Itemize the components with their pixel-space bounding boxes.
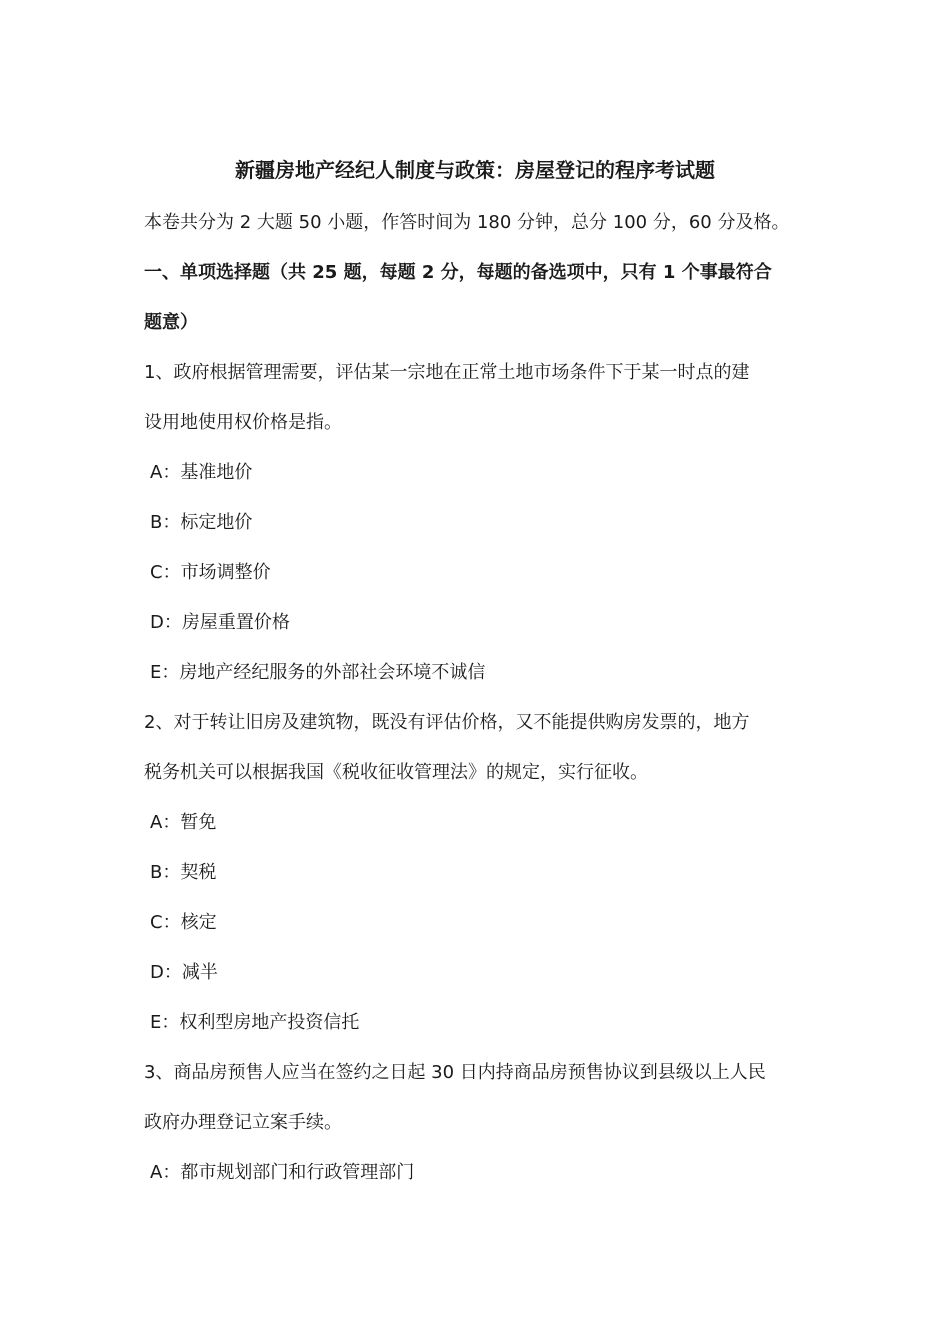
question-1-option-a: A：基准地价 bbox=[150, 462, 253, 483]
question-1-stem-line-1: 1、政府根据管理需要，评估某一宗地在正常土地市场条件下于某一时点的建 bbox=[144, 362, 750, 383]
question-1-option-e: E：房地产经纪服务的外部社会环境不诚信 bbox=[150, 662, 486, 683]
question-1-option-c: C：市场调整价 bbox=[150, 562, 271, 583]
question-3-stem-line-1: 3、商品房预售人应当在签约之日起 30 日内持商品房预售协议到县级以上人民 bbox=[144, 1062, 766, 1083]
document-body bbox=[144, 198, 814, 1198]
question-2-option-a: A：暂免 bbox=[150, 812, 217, 833]
question-2-option-e: E：权利型房地产投资信托 bbox=[150, 1012, 360, 1033]
question-2-option-b: B：契税 bbox=[150, 862, 217, 883]
section-heading-line-1: 一、单项选择题（共 25 题，每题 2 分，每题的备选项中，只有 1 个事最符合 bbox=[144, 262, 772, 283]
question-1-stem-line-2: 设用地使用权价格是指。 bbox=[144, 412, 342, 433]
document-title: 新疆房地产经纪人制度与政策：房屋登记的程序考试题 bbox=[235, 158, 715, 182]
question-2-stem-line-2: 税务机关可以根据我国《税收征收管理法》的规定，实行征收。 bbox=[144, 762, 648, 783]
question-2-stem-line-1: 2、对于转让旧房及建筑物，既没有评估价格，又不能提供购房发票的，地方 bbox=[144, 712, 750, 733]
question-1-option-b: B：标定地价 bbox=[150, 512, 253, 533]
section-heading-line-2: 题意） bbox=[144, 312, 198, 333]
question-2-option-d: D：减半 bbox=[150, 962, 218, 983]
question-1-option-d: D：房屋重置价格 bbox=[150, 612, 290, 633]
question-3-stem-line-2: 政府办理登记立案手续。 bbox=[144, 1112, 342, 1133]
exam-intro: 本卷共分为 2 大题 50 小题，作答时间为 180 分钟，总分 100 分，60 分及格。 bbox=[144, 212, 790, 233]
question-2-option-c: C：核定 bbox=[150, 912, 217, 933]
question-3-option-a: A：都市规划部门和行政管理部门 bbox=[150, 1162, 415, 1183]
